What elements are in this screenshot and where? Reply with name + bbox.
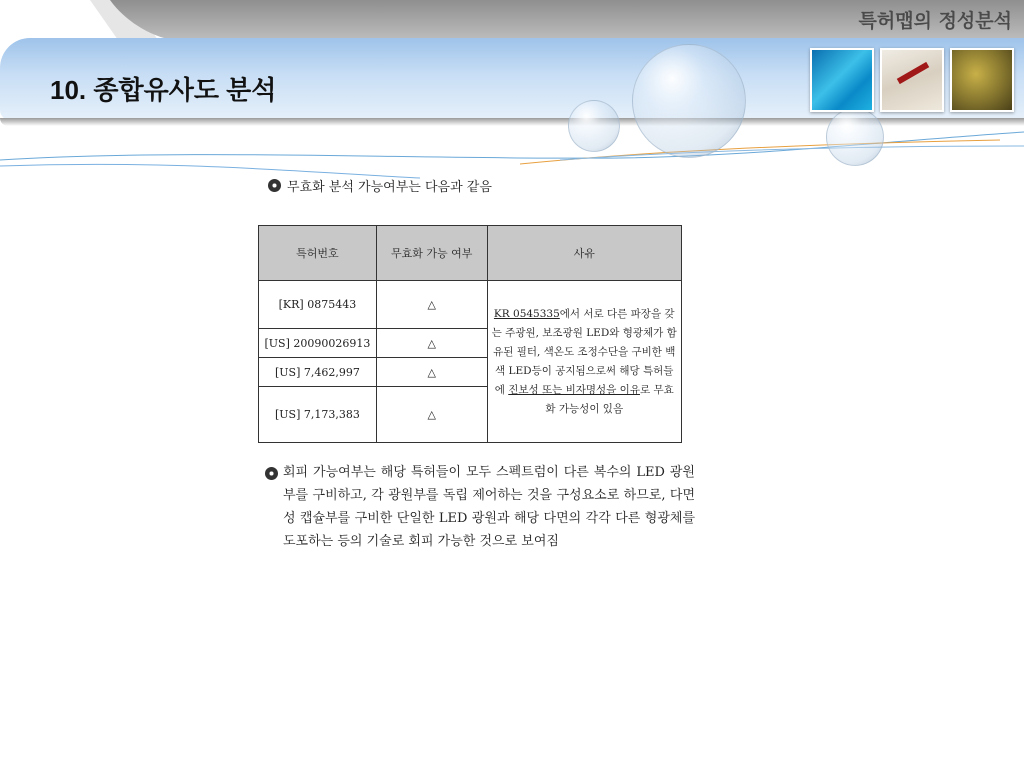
table-header-row — [259, 226, 682, 281]
intro-bullet: 무효화 분석 가능여부는 다음과 같음 — [268, 176, 492, 195]
cell-reason: KR 0545335에서 서로 다른 파장을 갖는 주광원, 보조광원 LED와 형광체가 함유된 필터, 색온도 조정수단을 구비한 백색 LED등이 공지됨으로써 해당 특허들에 진보성 또는 비자명성을 이유로 무효화 가능성이 있음 — [487, 281, 682, 443]
cell-invalid: △ — [376, 387, 487, 443]
bubble-right — [826, 108, 884, 166]
section-title: 특허맵의 정성분석 — [858, 10, 1012, 32]
bubble-large — [632, 44, 746, 158]
reason-underlined: 진보성 또는 비자명성을 이유 — [508, 383, 640, 396]
thumbnail-blue-fabric — [810, 48, 874, 112]
avoid-paragraph: 회피 가능여부는 해당 특허들이 모두 스펙트럼이 다른 복수의 LED 광원부를 구비하고, 각 광원부를 독립 제어하는 것을 구성요소로 하므로, 다면성 캡슐부를 구비한 단일한 LED 광원과 해당 다면의 각각 다른 형광체를 도포하는 등의 기술로 회피 가능한 것으로 보여짐 — [265, 461, 695, 553]
header-patent-number: 특허번호 — [259, 226, 377, 281]
thumbnail-strip — [810, 48, 1014, 112]
cell-patent: [US] 7,462,997 — [259, 358, 377, 387]
thumbnail-golden-texture — [950, 48, 1014, 112]
reason-reference: KR 0545335 — [493, 307, 560, 320]
bullet-icon — [265, 467, 278, 480]
cell-invalid: △ — [376, 358, 487, 387]
thumbnail-document-seal — [880, 48, 944, 112]
cell-patent: [US] 7,173,383 — [259, 387, 377, 443]
slide-title: 10. 종합유사도 분석 — [50, 75, 277, 105]
cell-patent: [US] 20090026913 — [259, 329, 377, 358]
bubble-small — [568, 100, 620, 152]
cell-invalid: △ — [376, 329, 487, 358]
cell-invalid: △ — [376, 281, 487, 329]
cell-patent: [KR] 0875443 — [259, 281, 377, 329]
table-row — [259, 281, 682, 329]
patent-table — [258, 225, 682, 443]
header-reason: 사유 — [487, 226, 682, 281]
bullet-icon — [268, 179, 281, 192]
header-invalidation: 무효화 가능 여부 — [376, 226, 487, 281]
